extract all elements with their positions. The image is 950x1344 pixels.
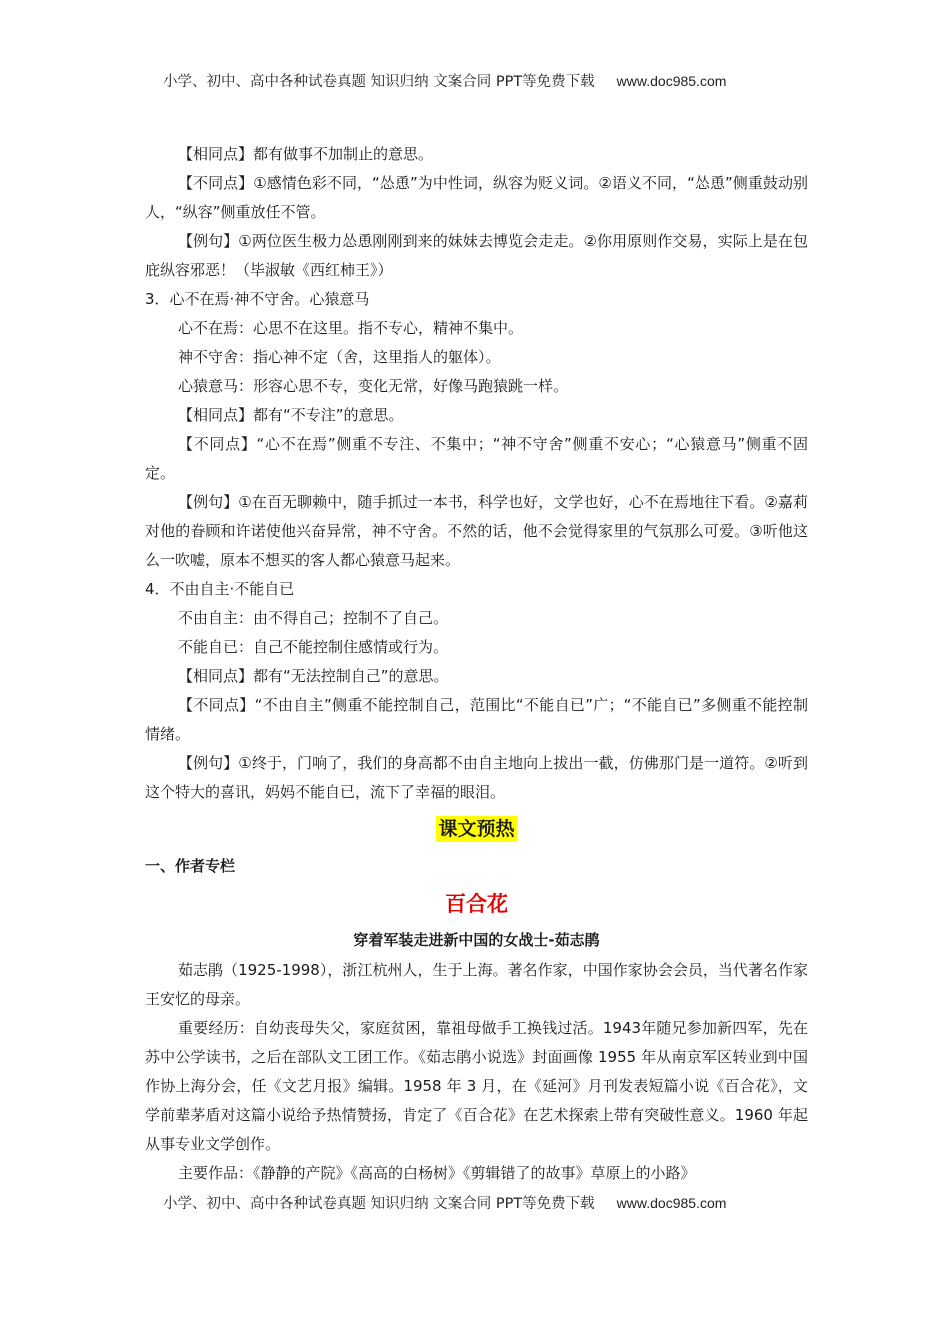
story-title: 百合花	[445, 892, 508, 916]
block3-def1: 心不在焉：心思不在这里。指不专心，精神不集中。	[178, 319, 524, 337]
block4-def1: 不由自主：由不得自己；控制不了自己。	[178, 609, 449, 627]
block3-example: 【例句】①在百无聊赖中，随手抓过一本书，科学也好，文学也好，心不在焉地往下看。②嘉莉对他的眷顾和许诺使他兴奋异常，神不守舍。不然的话，他不会觉得家里的气氛那么可爱。③听他这么一吹嘘，原本不想买的客人都心猿意马起来。	[145, 493, 808, 569]
page-footer	[163, 1192, 803, 1213]
footer-text: 小学、初中、高中各种试卷真题 知识归纳 文案合同 PPT等免费下载	[163, 1196, 595, 1212]
author-experience: 重要经历：自幼丧母失父，家庭贫困，靠祖母做手工换钱过活。1943年随兄参加新四军，先在苏中公学读书，之后在部队文工团工作。《茹志鹃小说选》封面画像 1955 年从南京军区转业到中国作协上海分会，任《文艺月报》编辑。1958 年 3 月，在《延河》月刊发表短篇小说《百合花》，文学前辈茅盾对这篇小说给予热情赞扬，肯定了《百合花》在艺术探索上带有突破性意义。1960 年起从事专业文学创作。	[145, 1019, 808, 1153]
page-header	[163, 70, 803, 91]
block4-example: 【例句】①终于，门响了，我们的身高都不由自主地向上拔出一截，仿佛那门是一道符。②听到这个特大的喜讯，妈妈不能自已，流下了幸福的眼泪。	[145, 754, 808, 801]
header-url[interactable]: www.doc985.com	[616, 73, 727, 89]
block4-def2: 不能自已：自己不能控制住感情或行为。	[178, 638, 449, 656]
block4-heading: 4．不由自主·不能自已	[145, 580, 295, 598]
block3-diff: 【不同点】“心不在焉”侧重不专注、不集中；“神不守舍”侧重不安心；“心猿意马”侧重不固定。	[145, 435, 808, 482]
document-body	[145, 140, 808, 1188]
block3-def2: 神不守舍：指心神不定（舍，这里指人的躯体）。	[178, 348, 501, 366]
block2-same: 【相同点】都有做事不加制止的意思。	[178, 145, 434, 163]
header-text: 小学、初中、高中各种试卷真题 知识归纳 文案合同 PPT等免费下载	[163, 74, 595, 90]
story-subtitle: 穿着军装走进新中国的女战士-茹志鹃	[353, 931, 600, 949]
preheat-title: 课文预热	[438, 818, 515, 840]
footer-url[interactable]: www.doc985.com	[616, 1195, 727, 1211]
block3-def3: 心猿意马：形容心思不专，变化无常，好像马跑猿跳一样。	[178, 377, 569, 395]
preheat-title-row	[145, 811, 808, 848]
block4-diff: 【不同点】“不由自主”侧重不能控制自己，范围比“不能自已”广；“不能自已”多侧重不能控制情绪。	[145, 696, 808, 743]
block3-same: 【相同点】都有“不专注”的意思。	[178, 406, 404, 424]
block2-example: 【例句】①两位医生极力怂恿刚刚到来的妹妹去博览会走走。②你用原则作交易，实际上是在包庇纵容邪恶！（毕淑敏《西红柿王》）	[145, 232, 808, 279]
block2-diff: 【不同点】①感情色彩不同，“怂恿”为中性词，纵容为贬义词。②语义不同，“怂恿”侧重鼓动别人，“纵容”侧重放任不管。	[145, 174, 808, 221]
block3-heading: 3．心不在焉·神不守舍。心猿意马	[145, 290, 370, 308]
author-works: 主要作品：《静静的产院》《高高的白杨树》《剪辑错了的故事》草原上的小路》	[178, 1164, 696, 1182]
section-author-column: 一、作者专栏	[145, 857, 236, 875]
author-intro: 茹志鹃（1925-1998），浙江杭州人，生于上海。著名作家，中国作家协会会员，当代著名作家王安忆的母亲。	[145, 961, 808, 1008]
block4-same: 【相同点】都有“无法控制自己”的意思。	[178, 667, 449, 685]
